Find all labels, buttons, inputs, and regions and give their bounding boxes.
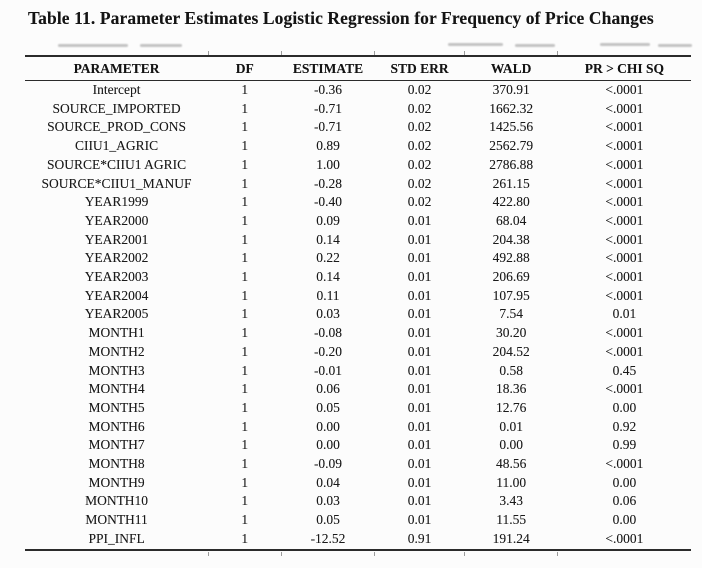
table-cell: <.0001 xyxy=(605,212,644,228)
table-cell: 0.01 xyxy=(407,343,432,359)
table-cell: 0.99 xyxy=(612,437,637,453)
table-cell: 422.80 xyxy=(492,194,530,210)
table-cell: 0.01 xyxy=(499,418,523,434)
table-cell: 1 xyxy=(241,175,249,191)
table-cell: -0.71 xyxy=(313,119,343,135)
table-cell: MONTH8 xyxy=(88,456,145,472)
table-cell: 7.54 xyxy=(499,306,523,322)
table-cell: 30.20 xyxy=(495,325,527,341)
table-cell: MONTH6 xyxy=(88,418,145,434)
table-cell: 1 xyxy=(241,138,249,154)
table-cell: <.0001 xyxy=(605,325,644,341)
table-cell: SOURCE_PROD_CONS xyxy=(47,119,186,135)
table-cell: 1 xyxy=(241,231,249,247)
table-cell: 0.03 xyxy=(316,306,340,322)
table-cell: <.0001 xyxy=(605,100,644,116)
table-cell: 1 xyxy=(241,269,249,285)
table-row xyxy=(25,137,691,156)
table-cell: 3.43 xyxy=(499,493,523,509)
table-row xyxy=(25,100,691,119)
table-cell: 0.03 xyxy=(316,493,340,509)
table-cell: 0.00 xyxy=(612,512,637,528)
table-cell: 0.01 xyxy=(407,287,432,303)
table-cell: 0.01 xyxy=(612,306,637,322)
table-cell: SOURCE*CIIU1_MANUF xyxy=(41,175,192,191)
table-cell: YEAR1999 xyxy=(84,194,149,210)
table-cell: -0.40 xyxy=(313,194,343,210)
table-cell: 0.01 xyxy=(407,250,432,266)
table-cell: Intercept xyxy=(92,82,141,97)
table-cell: YEAR2005 xyxy=(84,306,149,322)
table-cell: 0.05 xyxy=(316,512,340,528)
table-cell: 1 xyxy=(241,212,249,228)
table-cell: <.0001 xyxy=(605,138,644,154)
table-row xyxy=(25,156,691,175)
table-row xyxy=(25,474,691,493)
table-row xyxy=(25,81,691,100)
table-cell: 206.69 xyxy=(492,269,530,285)
table-cell: <.0001 xyxy=(605,287,644,303)
table-cell: 191.24 xyxy=(465,530,558,550)
table-cell: 1425.56 xyxy=(489,119,534,135)
table-cell: <.0001 xyxy=(605,175,644,191)
table-cell: YEAR2000 xyxy=(84,212,149,228)
column-header: STD ERR xyxy=(375,56,465,81)
table-cell: 0.09 xyxy=(316,212,340,228)
table-cell: 204.52 xyxy=(492,343,530,359)
table-cell: 1 xyxy=(241,418,249,434)
table-cell: SOURCE*CIIU1 AGRIC xyxy=(47,156,187,172)
table-cell: 0.05 xyxy=(316,399,340,415)
table-cell: 0.22 xyxy=(316,250,340,266)
table-cell: 0.00 xyxy=(499,437,523,453)
table-cell: 1 xyxy=(241,362,249,378)
table-cell: MONTH11 xyxy=(85,512,148,528)
table-cell: 107.95 xyxy=(492,287,530,303)
table-cell: -0.36 xyxy=(313,82,343,97)
table-cell: 11.55 xyxy=(496,512,527,528)
table-cell: 0.14 xyxy=(316,269,340,285)
table-row xyxy=(25,175,691,194)
table-cell: <.0001 xyxy=(558,530,691,550)
table-header-row xyxy=(25,56,691,81)
table-row xyxy=(25,268,691,287)
table-cell: 1 xyxy=(241,119,249,135)
table-cell: 48.56 xyxy=(495,456,527,472)
table-cell: 0.01 xyxy=(407,231,432,247)
table-cell: 2562.79 xyxy=(489,138,534,154)
table-cell: -0.28 xyxy=(313,175,343,191)
table-cell: -12.52 xyxy=(281,530,374,550)
table-cell: -0.20 xyxy=(313,343,343,359)
table-cell: 1 xyxy=(241,306,249,322)
table-cell: 0.01 xyxy=(407,399,432,415)
table-cell: 0.02 xyxy=(407,194,432,210)
table-body xyxy=(25,81,691,550)
scan-artifact xyxy=(600,43,650,46)
scan-artifact xyxy=(58,44,128,47)
table-row xyxy=(25,193,691,212)
table-cell: 0.92 xyxy=(612,418,637,434)
table-cell: 1 xyxy=(241,474,249,490)
table-cell: 204.38 xyxy=(492,231,530,247)
table-cell: YEAR2004 xyxy=(84,287,149,303)
scan-artifact xyxy=(448,43,503,46)
table-cell: YEAR2003 xyxy=(84,269,149,285)
table-cell: 12.76 xyxy=(495,399,527,415)
table-cell: 1 xyxy=(208,530,281,550)
table-row xyxy=(25,455,691,474)
table-row xyxy=(25,118,691,137)
table-cell: 0.00 xyxy=(612,399,637,415)
table-cell: <.0001 xyxy=(605,456,644,472)
table-cell: 0.01 xyxy=(407,512,432,528)
table-cell: 0.00 xyxy=(316,437,340,453)
table-row xyxy=(25,511,691,530)
table-cell: -0.01 xyxy=(313,362,343,378)
table-cell: <.0001 xyxy=(605,119,644,135)
table-cell: 68.04 xyxy=(495,212,527,228)
table-cell: <.0001 xyxy=(605,381,644,397)
table-row xyxy=(25,399,691,418)
table-row xyxy=(25,492,691,511)
table-cell: 1 xyxy=(241,343,249,359)
table-cell: 261.15 xyxy=(492,175,530,191)
table-row xyxy=(25,305,691,324)
table-cell: 0.91 xyxy=(375,530,465,550)
table-cell: MONTH5 xyxy=(88,399,145,415)
table-cell: 0.01 xyxy=(407,437,432,453)
table-cell: MONTH2 xyxy=(88,343,145,359)
table-cell: 1 xyxy=(241,82,249,97)
table-cell: -0.08 xyxy=(313,325,343,341)
table-cell: MONTH7 xyxy=(88,437,145,453)
scan-artifact xyxy=(658,44,692,47)
table-row xyxy=(25,418,691,437)
table-cell: MONTH3 xyxy=(88,362,145,378)
table-cell: 0.01 xyxy=(407,306,432,322)
table-cell: SOURCE_IMPORTED xyxy=(52,100,181,116)
table-cell: 0.89 xyxy=(316,138,340,154)
table-cell: 11.00 xyxy=(496,474,527,490)
table-cell: 0.01 xyxy=(407,418,432,434)
table-cell: 0.01 xyxy=(407,474,432,490)
table-cell: 0.01 xyxy=(407,362,432,378)
table-cell: 0.01 xyxy=(407,212,432,228)
table-cell: <.0001 xyxy=(605,194,644,210)
table-cell: 0.58 xyxy=(499,362,523,378)
table-cell: 1 xyxy=(241,325,249,341)
table-title: Table 11. Parameter Estimates Logistic Regression for Frequency of Price Changes xyxy=(28,8,654,28)
table-cell: 1 xyxy=(241,250,249,266)
table-row xyxy=(25,249,691,268)
table-cell: 1 xyxy=(241,194,249,210)
column-header: PARAMETER xyxy=(25,56,208,81)
table-row xyxy=(25,436,691,455)
table-row xyxy=(25,324,691,343)
table-cell: 0.02 xyxy=(407,175,432,191)
table-cell: <.0001 xyxy=(605,82,644,97)
table-cell: <.0001 xyxy=(605,269,644,285)
table-cell: 0.02 xyxy=(407,100,432,116)
table-cell: PPI_INFL xyxy=(25,530,208,550)
table-cell: 1 xyxy=(241,437,249,453)
table-cell: 1 xyxy=(241,156,249,172)
table-cell: 0.06 xyxy=(316,381,340,397)
table-cell: 492.88 xyxy=(492,250,530,266)
table-row xyxy=(25,530,691,550)
column-header: ESTIMATE xyxy=(281,56,374,81)
table-cell: 0.02 xyxy=(407,119,432,135)
table-cell: 0.14 xyxy=(316,231,340,247)
table-cell: 1 xyxy=(241,287,249,303)
table-cell: 2786.88 xyxy=(489,156,534,172)
table-cell: YEAR2002 xyxy=(84,250,149,266)
table-cell: 1 xyxy=(241,399,249,415)
column-header: DF xyxy=(208,56,281,81)
table-cell: 1 xyxy=(241,456,249,472)
table-cell: MONTH4 xyxy=(88,381,145,397)
table-cell: 0.01 xyxy=(407,456,432,472)
table-cell: <.0001 xyxy=(605,231,644,247)
table-row xyxy=(25,362,691,381)
table-cell: 0.01 xyxy=(407,381,432,397)
table-cell: 0.11 xyxy=(316,287,340,303)
table-cell: 0.00 xyxy=(612,474,637,490)
table-cell: 0.02 xyxy=(407,82,432,97)
column-header: WALD xyxy=(465,56,558,81)
scan-artifact xyxy=(515,44,555,47)
table-cell: 0.02 xyxy=(407,138,432,154)
scan-artifact xyxy=(140,44,182,47)
table-cell: <.0001 xyxy=(605,343,644,359)
table-cell: 370.91 xyxy=(492,82,530,97)
table-row xyxy=(25,287,691,306)
table-cell: 0.06 xyxy=(612,493,637,509)
parameter-estimates-table-wrap xyxy=(25,55,691,551)
table-cell: -0.09 xyxy=(313,456,343,472)
table-row xyxy=(25,231,691,250)
table-cell: <.0001 xyxy=(605,250,644,266)
table-row xyxy=(25,380,691,399)
table-cell: <.0001 xyxy=(605,156,644,172)
table-cell: MONTH10 xyxy=(85,493,149,509)
table-cell: 0.45 xyxy=(612,362,637,378)
table-cell: 0.01 xyxy=(407,493,432,509)
table-cell: -0.71 xyxy=(313,100,343,116)
table-cell: MONTH1 xyxy=(88,325,145,341)
table-cell: 1.00 xyxy=(316,156,340,172)
table-row xyxy=(25,212,691,231)
table-cell: MONTH9 xyxy=(88,474,145,490)
table-cell: 18.36 xyxy=(495,381,527,397)
table-cell: 1662.32 xyxy=(489,100,534,116)
table-cell: 0.02 xyxy=(407,156,432,172)
table-cell: 0.04 xyxy=(316,474,340,490)
table-cell: 0.01 xyxy=(407,325,432,341)
table-cell: 1 xyxy=(241,381,249,397)
table-header xyxy=(25,56,691,81)
table-cell: YEAR2001 xyxy=(84,231,149,247)
table-cell: 1 xyxy=(241,493,249,509)
table-cell: 0.01 xyxy=(407,269,432,285)
parameter-estimates-table xyxy=(25,55,691,551)
table-row xyxy=(25,343,691,362)
table-cell: 1 xyxy=(241,512,249,528)
table-cell: CIIU1_AGRIC xyxy=(74,138,159,154)
column-header: PR > CHI SQ xyxy=(558,56,691,81)
table-cell: 1 xyxy=(241,100,249,116)
table-cell: 0.00 xyxy=(316,418,340,434)
